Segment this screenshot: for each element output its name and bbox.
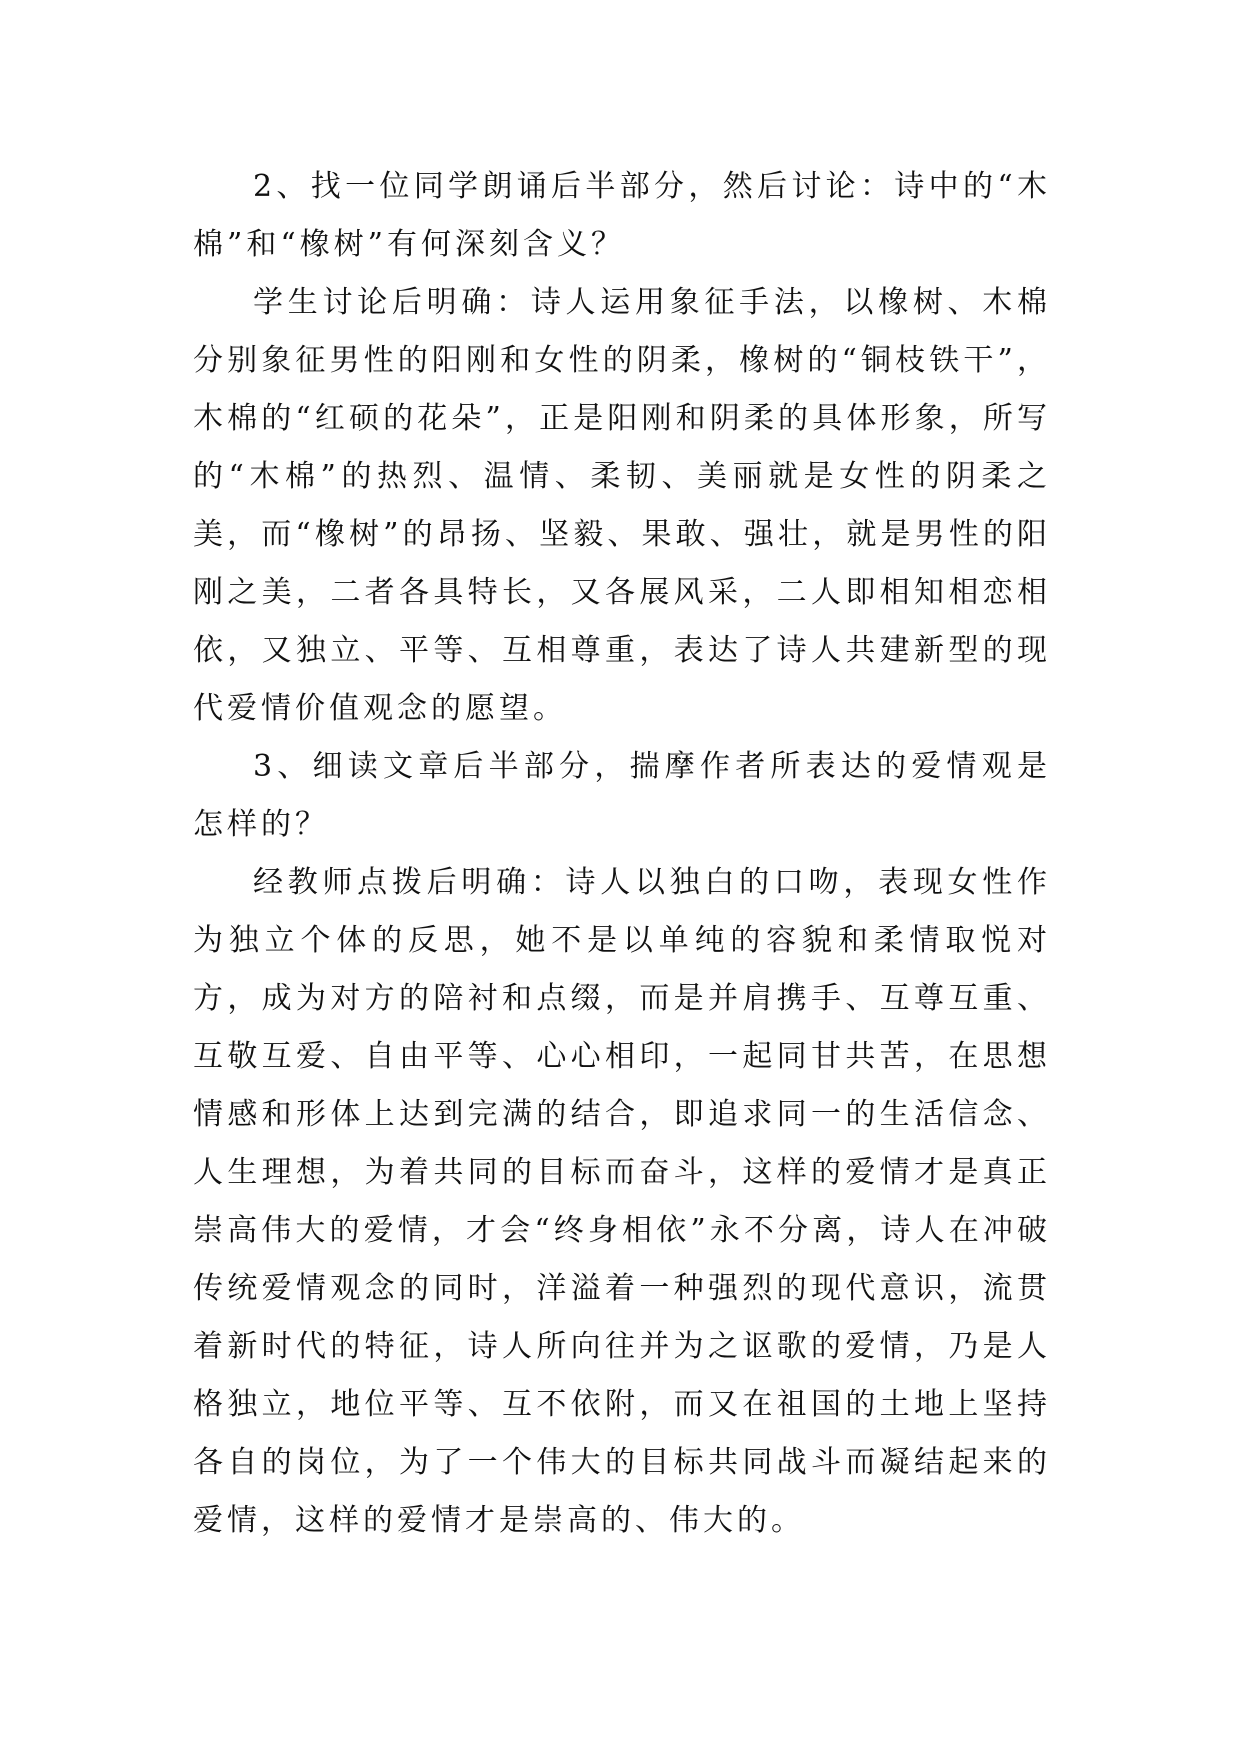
answer-2-paragraph: 学生讨论后明确：诗人运用象征手法，以橡树、木棉分别象征男性的阳刚和女性的阴柔，橡树的“铜枝铁干”，木棉的“红硕的花朵”，正是阳刚和阴柔的具体形象，所写的“木棉”的热烈、温情、柔韧、美丽就是女性的阴柔之美，而“橡树”的昂扬、坚毅、果敢、强壮，就是男性的阳刚之美，二者各具特长，又各展风采，二人即相知相恋相依，又独立、平等、互相尊重，表达了诗人共建新型的现代爱情价值观念的愿望。 [193,285,1051,726]
document-body [193,158,1051,1550]
question-2-paragraph: 2、找一位同学朗诵后半部分，然后讨论：诗中的“木棉”和“橡树”有何深刻含义？ [193,169,1051,262]
question-3-paragraph: 3、细读文章后半部分，揣摩作者所表达的爱情观是怎样的？ [193,749,1051,842]
answer-3-paragraph: 经教师点拨后明确：诗人以独白的口吻，表现女性作为独立个体的反思，她不是以单纯的容貌和柔情取悦对方，成为对方的陪衬和点缀，而是并肩携手、互尊互重、互敬互爱、自由平等、心心相印，一起同甘共苦，在思想情感和形体上达到完满的结合，即追求同一的生活信念、人生理想，为着共同的目标而奋斗，这样的爱情才是真正崇高伟大的爱情，才会“终身相依”永不分离，诗人在冲破传统爱情观念的同时，洋溢着一种强烈的现代意识，流贯着新时代的特征，诗人所向往并为之讴歌的爱情，乃是人格独立，地位平等、互不依附，而又在祖国的土地上坚持各自的岗位，为了一个伟大的目标共同战斗而凝结起来的爱情，这样的爱情才是崇高的、伟大的。 [193,865,1051,1538]
